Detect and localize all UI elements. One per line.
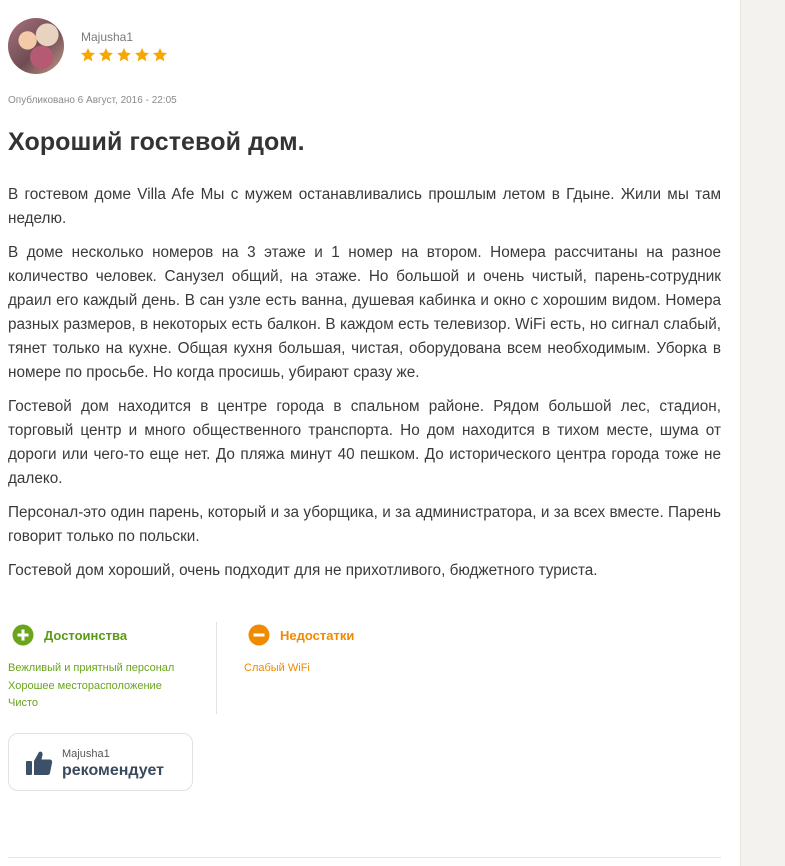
- pros-title: Достоинства: [44, 627, 128, 643]
- pros-cons-block: [8, 622, 721, 714]
- review-paragraph: В доме несколько номеров на 3 этаже и 1 номер на втором. Номера рассчитаны на разное количество человек. Санузел общий, на этаже. Но большой и очень чистый, парень-сотрудник драил его каждый день. В сан узле есть ванна, душевая кабинка и окно с хорошим видом. Номера разных размеров, в некоторых есть балкон. В каждом есть телевизор. WiFi есть, но сигнал слабый, тянет только на кухне. Общая кухня большая, чистая, оборудована всем необходимым. Уборка в номере по просьбе. Но когда просишь, убирают сразу же.: [8, 244, 721, 381]
- review-paragraph: Персонал-это один парень, который и за уборщика, и за администратора, и за всех вместе. Парень говорит только по польски.: [8, 504, 721, 545]
- pros-header: [8, 622, 213, 648]
- pros-item: Хорошее месторасположение: [8, 679, 162, 692]
- cons-list: [244, 660, 544, 678]
- cons-item: Слабый WiFi: [244, 662, 310, 674]
- review-body: [8, 183, 721, 593]
- pros-item: Вежливый и приятный персонал: [8, 662, 175, 674]
- review-paragraph: Гостевой дом находится в центре города в спальном районе. Рядом большой лес, стадион, торговый центр и много общественного транспорта. Но дом находится в тихом месте, шума от дороги или чего-то еще нет. До пляжа минут 40 пешком. До исторического центра города тоже не далеко.: [8, 398, 721, 487]
- minus-circle-icon: [248, 624, 270, 646]
- star-icon: [152, 47, 168, 63]
- pros-column: [8, 622, 213, 713]
- bottom-divider: [8, 857, 721, 858]
- cons-column: [244, 622, 544, 678]
- avatar[interactable]: [8, 18, 64, 74]
- recommend-user: Majusha1: [62, 748, 110, 760]
- star-icon: [98, 47, 114, 63]
- pros-list: [8, 660, 213, 713]
- author-name[interactable]: Majusha1: [81, 30, 134, 44]
- plus-circle-icon: [12, 624, 34, 646]
- star-icon: [80, 47, 96, 63]
- review-paragraph: В гостевом доме Villa Afe Мы с мужем останавливались прошлым летом в Гдыне. Жили мы там неделю.: [8, 186, 721, 227]
- right-sidebar-gutter: [740, 0, 785, 866]
- recommend-label: рекомендует: [62, 762, 164, 779]
- cons-header: [244, 622, 544, 648]
- thumbs-up-icon: [25, 749, 53, 777]
- cons-title: Недостатки: [280, 627, 355, 643]
- published-date: Опубликовано 6 Август, 2016 - 22:05: [8, 95, 177, 106]
- star-icon: [116, 47, 132, 63]
- recommend-badge: [8, 733, 193, 791]
- review-title: Хороший гостевой дом.: [8, 128, 305, 156]
- rating-stars: [80, 47, 168, 65]
- review-paragraph: Гостевой дом хороший, очень подходит для не прихотливого, бюджетного туриста.: [8, 562, 598, 579]
- pros-item: Чисто: [8, 697, 39, 709]
- pros-cons-divider: [216, 622, 217, 714]
- star-icon: [134, 47, 150, 63]
